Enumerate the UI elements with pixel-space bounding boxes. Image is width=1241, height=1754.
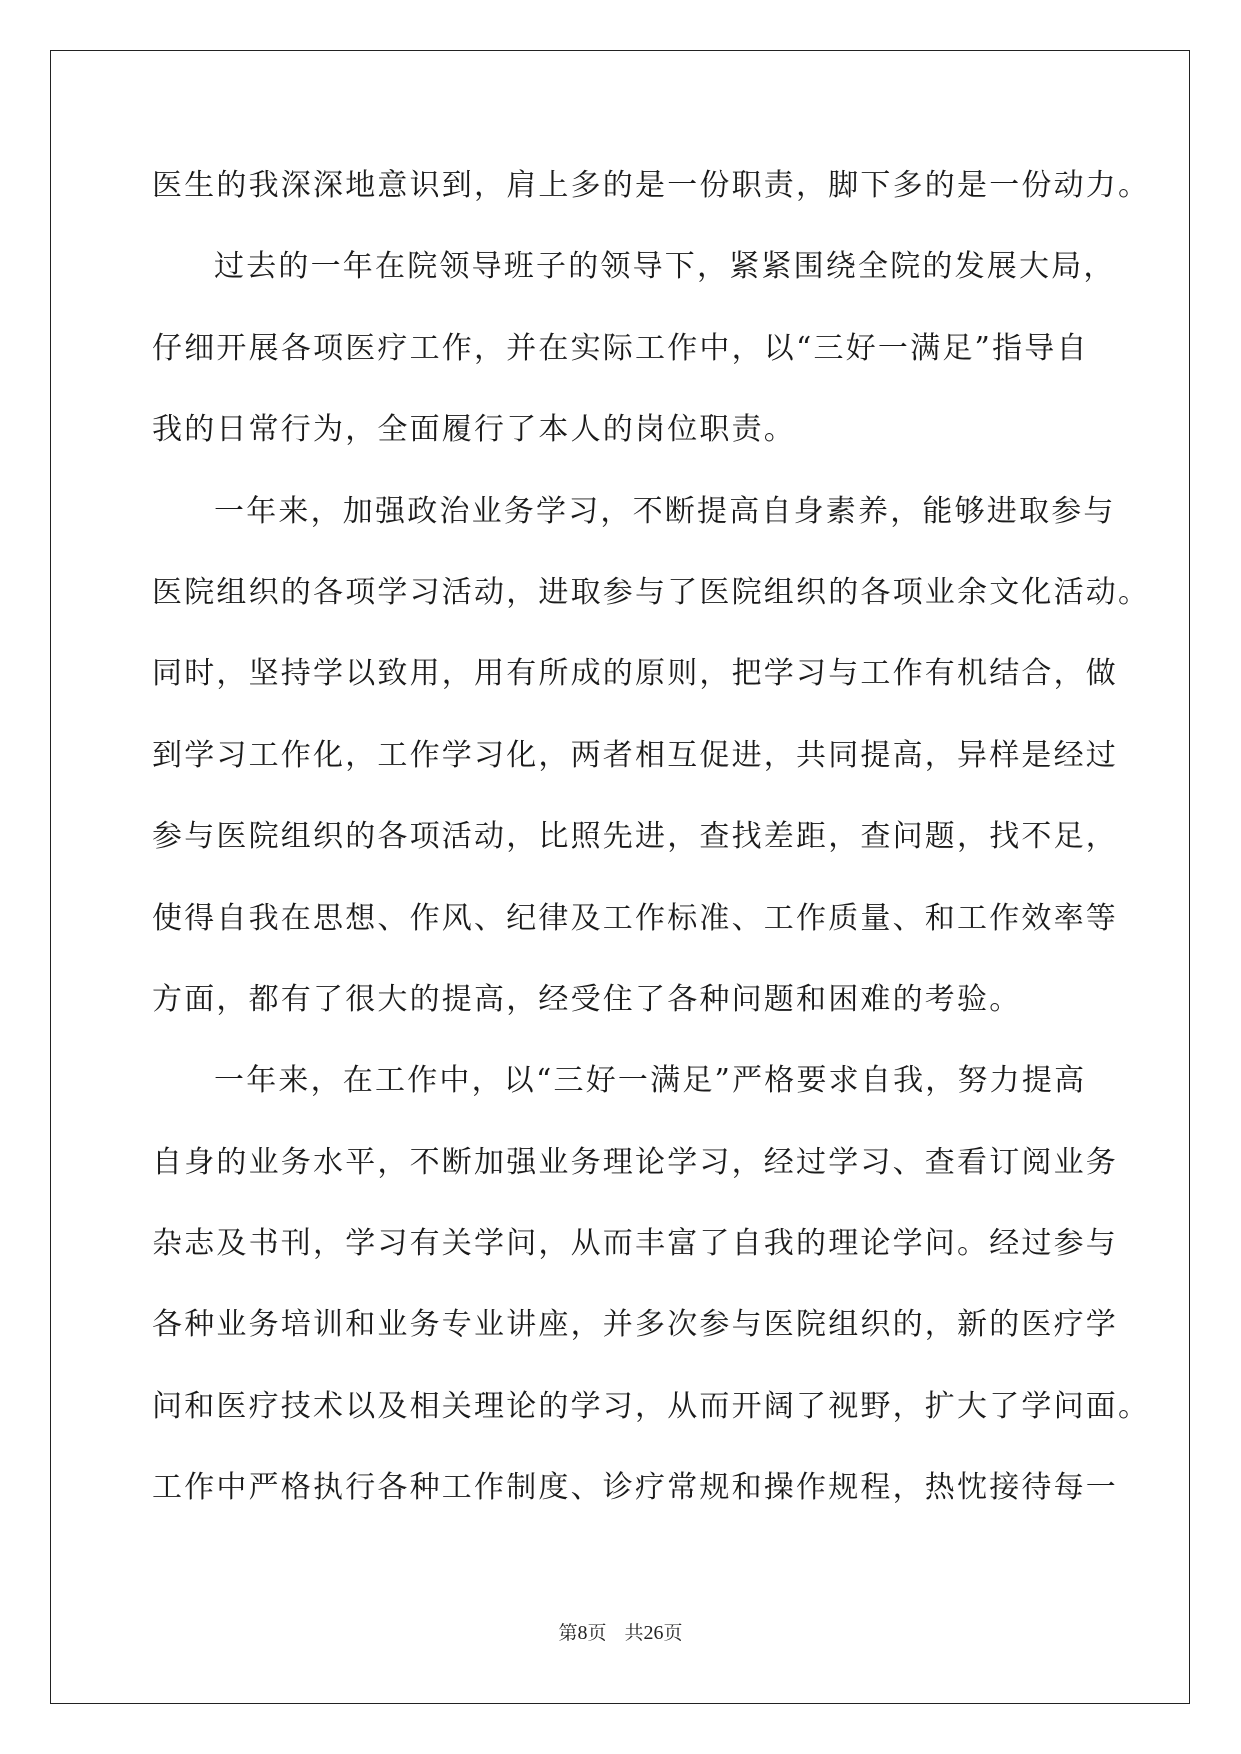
footer-page-suffix: 页 xyxy=(587,1623,607,1644)
text-line: 使得自我在思想、作风、纪律及工作标准、工作质量、和工作效率等 xyxy=(152,900,1118,936)
footer-prefix: 第 xyxy=(558,1623,578,1644)
text-line: 医院组织的各项学习活动，进取参与了医院组织的各项业余文化活动。 xyxy=(152,574,1151,610)
text-line: 一年来，在工作中，以“三好一满足”严格要求自我，努力提高 xyxy=(214,1063,1087,1099)
text-line: 到学习工作化，工作学习化，两者相互促进，共同提高，异样是经过 xyxy=(152,737,1118,773)
text-line: 仔细开展各项医疗工作，并在实际工作中，以“三好一满足”指导自 xyxy=(152,330,1089,366)
text-line: 问和医疗技术以及相关理论的学习，从而开阔了视野，扩大了学问面。 xyxy=(152,1388,1151,1424)
footer-total-prefix: 共 xyxy=(624,1623,644,1644)
text-line: 一年来，加强政治业务学习，不断提高自身素养，能够进取参与 xyxy=(214,493,1116,529)
text-line: 自身的业务水平，不断加强业务理论学习，经过学习、查看订阅业务 xyxy=(152,1144,1118,1180)
text-line: 杂志及书刊，学习有关学问，从而丰富了自我的理论学问。经过参与 xyxy=(152,1226,1118,1262)
text-line: 方面，都有了很大的提高，经受住了各种问题和困难的考验。 xyxy=(152,981,1022,1017)
document-body xyxy=(152,158,1151,1542)
text-line: 同时，坚持学以致用，用有所成的原则，把学习与工作有机结合，做 xyxy=(152,656,1118,692)
text-line: 我的日常行为，全面履行了本人的岗位职责。 xyxy=(152,412,796,448)
total-page-count: 26 xyxy=(643,1622,664,1644)
current-page-number: 8 xyxy=(577,1622,588,1644)
page-footer xyxy=(0,1618,1241,1645)
text-line: 过去的一年在院领导班子的领导下，紧紧围绕全院的发展大局， xyxy=(214,249,1116,285)
footer-total-suffix: 页 xyxy=(663,1623,683,1644)
text-line: 各种业务培训和业务专业讲座，并多次参与医院组织的，新的医疗学 xyxy=(152,1307,1118,1343)
text-line: 参与医院组织的各项活动，比照先进，查找差距，查问题，找不足， xyxy=(152,819,1118,855)
text-line: 工作中严格执行各种工作制度、诊疗常规和操作规程，热忱接待每一 xyxy=(152,1470,1118,1506)
text-line: 医生的我深深地意识到，肩上多的是一份职责，脚下多的是一份动力。 xyxy=(152,168,1151,203)
